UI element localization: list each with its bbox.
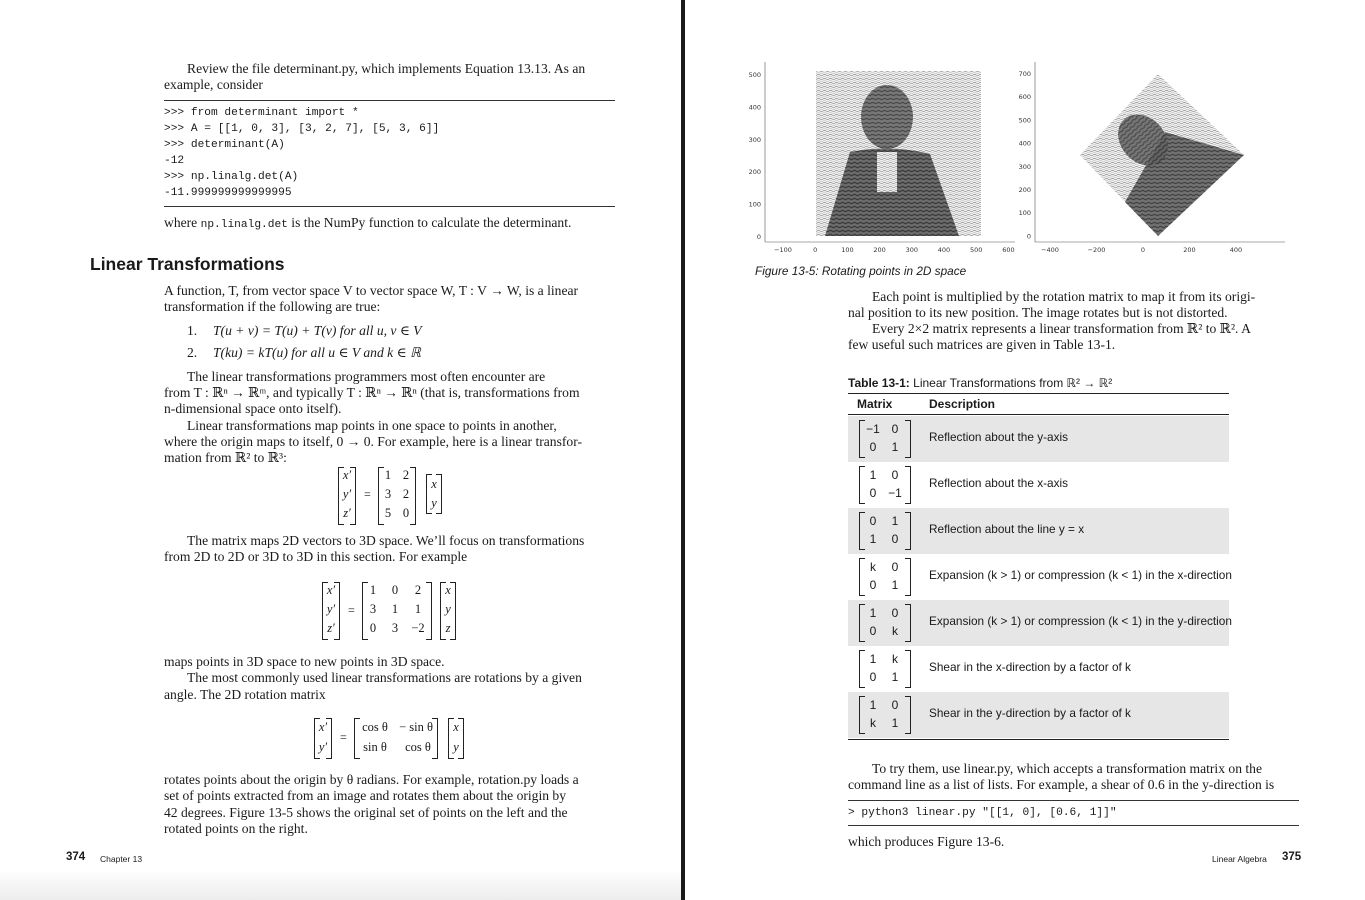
running-footer: Linear Algebra <box>1212 854 1267 864</box>
bracket-right <box>905 466 911 504</box>
vector-entry: y <box>445 602 451 616</box>
transform-matrix <box>378 467 416 525</box>
paragraph-line: angle. The 2D rotation matrix <box>164 687 326 702</box>
tick-label: −100 <box>774 246 792 254</box>
tick-label: 100 <box>841 246 854 254</box>
table-row <box>848 646 1229 692</box>
rhs-vector <box>426 474 442 514</box>
tick-label: −400 <box>1041 246 1059 254</box>
text-span: where <box>164 215 201 230</box>
condition-number: 1. <box>187 323 198 338</box>
tick-label: 200 <box>1018 186 1031 194</box>
row-description: Reflection about the line y = x <box>929 522 1085 536</box>
rotated-points-image <box>1080 74 1244 236</box>
matrix-entry: 1 <box>391 602 399 616</box>
tick-label: 100 <box>748 200 761 209</box>
row-matrix <box>859 696 911 734</box>
matrix-entry: 1 <box>869 652 877 666</box>
paragraph-line: To try them, use linear.py, which accepts a transformation matrix on the <box>872 761 1263 776</box>
bracket-right <box>905 420 911 458</box>
portrait-collar <box>877 152 897 192</box>
row-matrix <box>859 650 911 688</box>
matrix-entry: −1 <box>866 422 880 436</box>
table-rule-bottom <box>848 739 1229 740</box>
matrix-entry: 0 <box>869 670 877 684</box>
matrix-entry: 0 <box>891 468 899 482</box>
tick-label: 0 <box>813 246 818 254</box>
intro-line-1: Review the file determinant.py, which implements Equation 13.13. As an <box>187 61 586 76</box>
tick-label: 400 <box>1229 246 1243 254</box>
tick-label: 300 <box>905 246 919 254</box>
rotation-matrix <box>354 718 438 759</box>
definition-line: A function, T, from vector space V to vector space W, T : V → W, is a linear <box>164 283 579 298</box>
matrix-entry: cos θ <box>405 740 431 754</box>
tick-label: 200 <box>1183 246 1196 254</box>
matrix-entry: k <box>870 716 876 730</box>
table-header-matrix: Matrix <box>857 397 893 411</box>
table-row <box>848 600 1232 646</box>
bracket-right <box>905 696 911 734</box>
vector-entry: y <box>431 496 437 510</box>
text-span: is the NumPy function to calculate the determinant. <box>287 215 572 230</box>
inline-code: np.linalg.det <box>200 219 288 231</box>
table-caption-text: Linear Transformations from ℝ² → ℝ² <box>909 376 1113 390</box>
tick-label: 400 <box>1018 139 1031 148</box>
paragraph-line: rotates points about the origin by θ radians. For example, rotation.py loads a <box>164 772 579 787</box>
matrix-entry: 0 <box>369 621 377 635</box>
condition-text: T(ku) = kT(u) for all u ∈ V and k ∈ ℝ <box>213 345 421 360</box>
page-number: 375 <box>1282 851 1302 863</box>
matrix-entry: k <box>870 560 876 574</box>
code-line: >>> A = [[1, 0, 3], [3, 2, 7], [5, 3, 6]] <box>164 123 440 135</box>
matrix-entry: 0 <box>869 514 877 528</box>
equals-sign: = <box>364 487 371 501</box>
paragraph-line: Each point is multiplied by the rotation matrix to map it from its origi- <box>872 289 1256 304</box>
matrix-entry: k <box>892 624 898 638</box>
table-rule-header <box>848 414 1229 415</box>
matrix-entry: 0 <box>891 606 899 620</box>
row-matrix <box>859 512 911 550</box>
matrix-entry: 1 <box>891 670 899 684</box>
row-description: Shear in the x-direction by a factor of k <box>929 660 1131 674</box>
vector-entry: z′ <box>343 506 351 520</box>
code-line: >>> np.linalg.det(A) <box>164 171 299 183</box>
tick-label: 500 <box>1018 116 1031 125</box>
paragraph-line: command line as a list of lists. For example, a shear of 0.6 in the y-direction is <box>848 777 1275 792</box>
vector-entry: x′ <box>326 583 336 597</box>
command-line-code: > python3 linear.py "[[1, 0], [0.6, 1]]" <box>848 807 1117 819</box>
bracket-right <box>905 558 911 596</box>
tick-label: 0 <box>1026 232 1031 241</box>
paragraph-line: mation from ℝ² to ℝ³: <box>164 450 287 465</box>
intro-line-2: example, consider <box>164 77 263 92</box>
matrix-entry: 1 <box>891 716 899 730</box>
row-description: Expansion (k > 1) or compression (k < 1) in the x-direction <box>929 568 1232 582</box>
tick-label: 100 <box>1018 209 1031 218</box>
matrix-entry: 0 <box>869 440 877 454</box>
portrait-head <box>861 85 913 149</box>
lhs-vector <box>314 718 332 759</box>
row-matrix <box>859 558 911 596</box>
matrix-entry: 1 <box>414 602 422 616</box>
tick-label: 300 <box>748 135 761 144</box>
matrix-entry: − sin θ <box>399 720 433 734</box>
paragraph-line: 42 degrees. Figure 13-5 shows the original set of points on the left and the <box>164 805 568 820</box>
matrix-entry: 1 <box>869 606 877 620</box>
bracket-right <box>905 650 911 688</box>
table-header-description: Description <box>929 397 996 411</box>
row-description: Expansion (k > 1) or compression (k < 1) in the y-direction <box>929 614 1232 628</box>
matrix-entry: 1 <box>869 468 877 482</box>
vector-entry: y′ <box>342 487 352 501</box>
code-line: -11.999999999999995 <box>164 187 292 199</box>
matrix-entry: 5 <box>384 506 392 520</box>
table-row <box>848 692 1229 738</box>
left-page <box>0 0 681 900</box>
figure-rotation-plots <box>745 62 1305 262</box>
condition-number: 2. <box>187 345 198 360</box>
rhs-vector <box>448 718 464 759</box>
paragraph-line: nal position to its new position. The image rotates but is not distorted. <box>848 305 1228 320</box>
matrix-entry: 1 <box>369 583 377 597</box>
bracket-right <box>905 604 911 642</box>
paragraph-line: from 2D to 2D or 3D to 3D in this section. For example <box>164 549 468 564</box>
code-rule-bottom <box>848 825 1299 826</box>
tick-label: 600 <box>1018 93 1031 102</box>
table-row <box>848 508 1229 554</box>
table-rule-top <box>848 393 1229 394</box>
vector-entry: z′ <box>327 621 335 635</box>
tick-label: 0 <box>756 233 761 241</box>
original-points-image <box>816 71 981 236</box>
section-heading: Linear Transformations <box>90 254 285 274</box>
paragraph-line: n-dimensional space onto itself). <box>164 401 342 416</box>
bracket-right <box>905 512 911 550</box>
code-rule-top <box>848 800 1299 801</box>
matrix-entry: cos θ <box>362 720 388 734</box>
matrix-entry: 2 <box>402 468 410 482</box>
matrix-entry: 0 <box>402 506 410 520</box>
matrix-entry: 0 <box>391 583 399 597</box>
page-shadow <box>0 870 681 900</box>
table-row <box>848 554 1232 600</box>
matrix-entry: 2 <box>414 583 422 597</box>
matrix-entry: 0 <box>891 422 899 436</box>
lhs-vector <box>338 467 356 525</box>
vector-entry: x <box>431 477 437 491</box>
row-matrix <box>859 420 911 458</box>
page-number: 374 <box>66 851 86 863</box>
vector-entry: z <box>445 621 451 635</box>
y-tick-labels <box>749 71 761 241</box>
code-rule-bottom <box>164 206 615 207</box>
equals-sign: = <box>348 603 355 617</box>
left-plot <box>749 62 1015 254</box>
tick-label: 0 <box>1140 246 1146 254</box>
paragraph-line: The matrix maps 2D vectors to 3D space. We’ll focus on transformations <box>187 533 585 548</box>
matrix-entry: 0 <box>869 624 877 638</box>
lhs-vector <box>322 582 340 640</box>
tick-label: 400 <box>748 103 761 112</box>
vector-entry: y′ <box>326 602 336 616</box>
row-description: Reflection about the x-axis <box>929 476 1069 490</box>
condition-text: T(u + v) = T(u) + T(v) for all u, v ∈ V <box>213 323 422 338</box>
equals-sign: = <box>340 730 347 744</box>
paragraph-line: Linear transformations map points in one space to points in another, <box>187 418 557 433</box>
matrix-entry: 3 <box>391 621 399 635</box>
matrix-entry: 0 <box>869 578 877 592</box>
vector-entry: x′ <box>318 720 328 734</box>
matrix-entry: 0 <box>891 560 899 574</box>
table-caption-label: Table 13-1: <box>848 376 910 390</box>
tick-label: 200 <box>748 168 761 177</box>
matrix-entry: 3 <box>369 602 377 616</box>
vector-entry: x <box>453 720 459 734</box>
vector-entry: y <box>453 740 459 754</box>
paragraph-line: The linear transformations programmers most often encounter are <box>187 369 546 384</box>
matrix-entry: 0 <box>891 532 899 546</box>
table-row <box>848 462 1229 508</box>
row-description: Shear in the y-direction by a factor of k <box>929 706 1131 720</box>
tick-label: 200 <box>873 246 886 254</box>
definition-line: transformation if the following are true: <box>164 299 381 314</box>
matrix-entry: 1 <box>891 514 899 528</box>
matrix-entry: 2 <box>402 487 410 501</box>
tick-label: 400 <box>937 246 951 254</box>
code-line: -12 <box>164 155 185 167</box>
tick-label: 300 <box>1018 162 1031 171</box>
matrix-entry: 1 <box>869 698 877 712</box>
matrix-entry: 0 <box>891 698 899 712</box>
matrix-entry: 1 <box>384 468 392 482</box>
matrix-entry: sin θ <box>363 740 387 754</box>
paragraph-line: The most commonly used linear transformations are rotations by a given <box>187 670 582 685</box>
matrix-entry: 1 <box>891 578 899 592</box>
matrix-entry: 3 <box>384 487 392 501</box>
right-plot <box>1019 62 1285 254</box>
matrix-entry: 1 <box>869 532 877 546</box>
tick-label: 700 <box>1018 70 1031 78</box>
transform-matrix <box>362 582 432 640</box>
code-line: >>> from determinant import * <box>164 107 359 119</box>
figure-caption: Figure 13-5: Rotating points in 2D space <box>755 264 967 278</box>
matrix-entry: 1 <box>891 440 899 454</box>
paragraph-line: few useful such matrices are given in Table 13-1. <box>848 337 1116 352</box>
row-matrix <box>859 604 911 642</box>
tick-label: 500 <box>748 71 761 79</box>
x-tick-labels <box>774 246 1015 254</box>
matrix-entry: k <box>892 652 898 666</box>
code-line: >>> determinant(A) <box>164 139 285 151</box>
tick-label: 500 <box>969 246 983 254</box>
paragraph-line: set of points extracted from an image and rotates them about the origin by <box>164 788 567 803</box>
paragraph-line: where the origin maps to itself, 0 → 0. For example, here is a linear transfor- <box>164 434 582 449</box>
vector-entry: x′ <box>342 468 352 482</box>
tick-label: 600 <box>1002 246 1015 254</box>
paragraph-line: rotated points on the right. <box>164 821 308 836</box>
paragraph-line: maps points in 3D space to new points in 3D space. <box>164 654 445 669</box>
paragraph-line: Every 2×2 matrix represents a linear transformation from ℝ² to ℝ². A <box>872 321 1251 336</box>
matrix-entry: −2 <box>411 621 425 635</box>
table-row <box>848 416 1229 462</box>
code-rule-top <box>164 100 615 101</box>
running-footer: Chapter 13 <box>100 854 143 864</box>
matrix-entry: 0 <box>869 486 877 500</box>
paragraph-line: which produces Figure 13-6. <box>848 834 1005 849</box>
table-caption <box>848 376 1112 390</box>
tick-label: −200 <box>1087 246 1106 254</box>
vector-entry: y′ <box>318 740 328 754</box>
after-code-text <box>164 215 571 233</box>
y-tick-labels <box>1019 70 1031 240</box>
paragraph-line: from T : ℝⁿ → ℝᵐ, and typically T : ℝⁿ → ℝⁿ (that is, transformations from <box>164 385 580 400</box>
vector-entry: x <box>445 583 451 597</box>
matrix-entry: −1 <box>888 486 902 500</box>
row-description: Reflection about the y-axis <box>929 430 1069 444</box>
rhs-vector <box>440 582 456 640</box>
x-tick-labels <box>1041 246 1242 254</box>
row-matrix <box>859 466 911 504</box>
